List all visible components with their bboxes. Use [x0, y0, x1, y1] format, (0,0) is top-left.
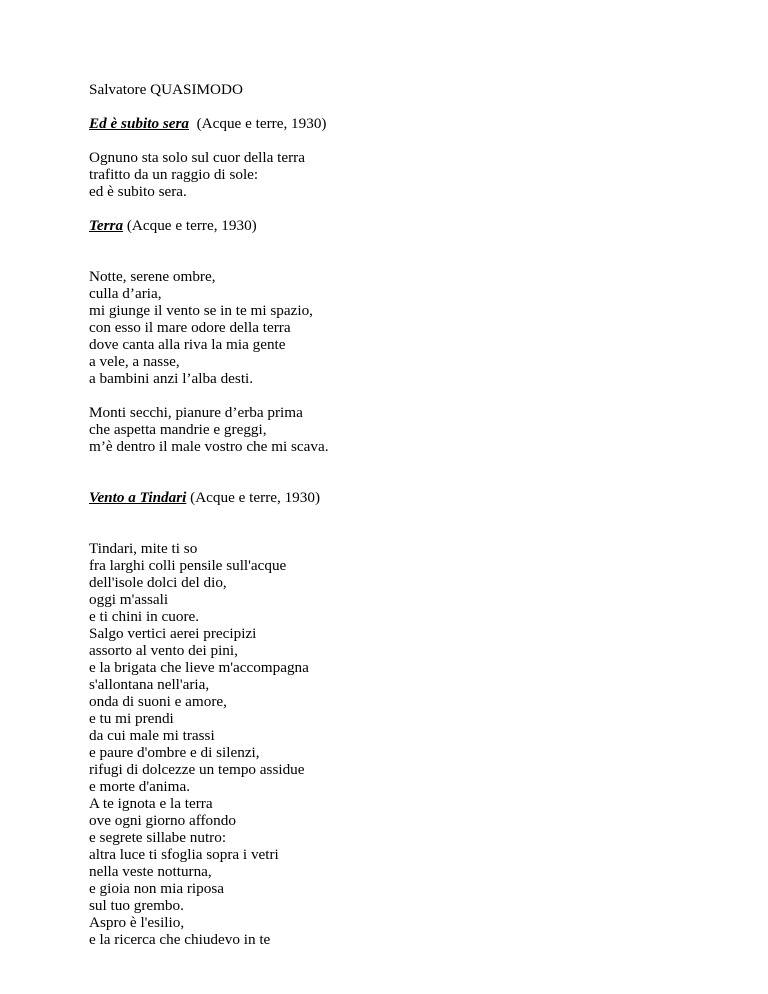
poem-title: Ed è subito sera: [89, 115, 189, 132]
poem-source: (Acque e terre, 1930): [196, 115, 327, 132]
spacer: [89, 523, 709, 540]
stanza: [89, 540, 709, 948]
verse-line: che aspetta mandrie e greggi,: [89, 421, 267, 438]
verse-line: fra larghi colli pensile sull'acque: [89, 557, 287, 574]
verse-line: Salgo vertici aerei precipizi: [89, 625, 257, 642]
verse-line: onda di suoni e amore,: [89, 693, 227, 710]
verse-line: a bambini anzi l’alba desti.: [89, 370, 254, 387]
stanza: [89, 404, 709, 455]
poem-heading-ed-e-subito-sera: [89, 115, 709, 132]
verse-line: e la brigata che lieve m'accompagna: [89, 659, 309, 676]
spacer: [89, 472, 709, 489]
verse-line: sul tuo grembo.: [89, 897, 184, 914]
poem-source: (Acque e terre, 1930): [190, 489, 321, 506]
stanza: [89, 149, 709, 200]
verse-line: A te ignota e la terra: [89, 795, 213, 812]
verse-line: altra luce ti sfoglia sopra i vetri: [89, 846, 279, 863]
verse-line: oggi m'assali: [89, 591, 169, 608]
verse-line: con esso il mare odore della terra: [89, 319, 291, 336]
verse-line: nella veste notturna,: [89, 863, 212, 880]
verse-line: ed è subito sera.: [89, 183, 187, 200]
spacer: [89, 251, 709, 268]
verse-line: s'allontana nell'aria,: [89, 676, 210, 693]
verse-line: e gioia non mia riposa: [89, 880, 224, 897]
verse-line: ove ogni giorno affondo: [89, 812, 236, 829]
verse-line: e tu mi prendi: [89, 710, 174, 727]
verse-line: dove canta alla riva la mia gente: [89, 336, 286, 353]
verse-line: da cui male mi trassi: [89, 727, 215, 744]
author-name: Salvatore QUASIMODO: [89, 81, 243, 98]
verse-line: trafitto da un raggio di sole:: [89, 166, 259, 183]
verse-line: m’è dentro il male vostro che mi scava.: [89, 438, 329, 455]
verse-line: Ognuno sta solo sul cuor della terra: [89, 149, 305, 166]
verse-line: mi giunge il vento se in te mi spazio,: [89, 302, 313, 319]
verse-line: rifugi di dolcezze un tempo assidue: [89, 761, 305, 778]
verse-line: e segrete sillabe nutro:: [89, 829, 227, 846]
verse-line: e paure d'ombre e di silenzi,: [89, 744, 260, 761]
verse-line: Monti secchi, pianure d’erba prima: [89, 404, 303, 421]
stanza: [89, 268, 709, 387]
verse-line: Notte, serene ombre,: [89, 268, 216, 285]
verse-line: a vele, a nasse,: [89, 353, 180, 370]
document-page: [89, 81, 709, 965]
verse-line: dell'isole dolci del dio,: [89, 574, 227, 591]
verse-line: e la ricerca che chiudevo in te: [89, 931, 271, 948]
poem-title: Vento a Tindari: [89, 489, 187, 506]
verse-line: e morte d'anima.: [89, 778, 190, 795]
poem-heading-vento-a-tindari: [89, 489, 709, 506]
poem-source: (Acque e terre, 1930): [126, 217, 257, 234]
verse-line: culla d’aria,: [89, 285, 162, 302]
verse-line: assorto al vento dei pini,: [89, 642, 238, 659]
poem-heading-terra: [89, 217, 709, 234]
verse-line: Aspro è l'esilio,: [89, 914, 185, 931]
verse-line: e ti chini in cuore.: [89, 608, 200, 625]
verse-line: Tindari, mite ti so: [89, 540, 198, 557]
poem-title: Terra: [89, 217, 124, 234]
